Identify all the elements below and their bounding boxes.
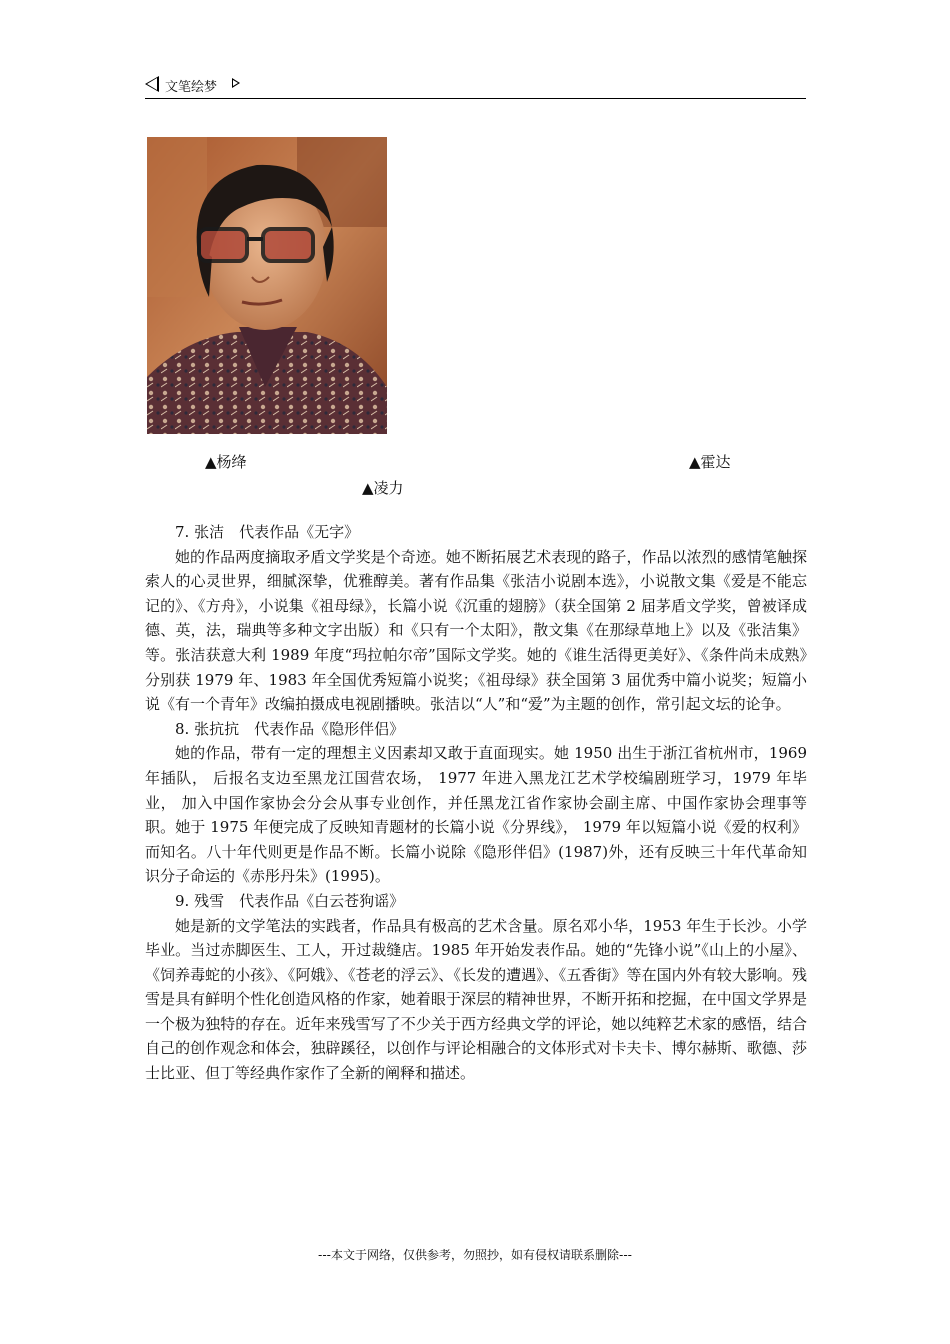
caption-yang-jiang: ▲杨绛	[205, 453, 247, 471]
section-body-zhang-kangkang: 她的作品，带有一定的理想主义因素却又敢于直面现实。她 1950 出生于浙江省杭州市，1969 年插队， 后报名支边至黑龙江国营农场， 1977 年进入黑龙江艺术学校编剧班学习，1979 年毕业， 加入中国作家协会分会从事专业创作，并任黑龙江省作家协会副主席、中国作家协会理事等职。她于 1975 年便完成了反映知青题材的长篇小说《分界线》， 1979 年以短篇小说《爱的权利》而知名。八十年代则更是作品不断。长篇小说除《隐形伴侣》(1987)外，还有反映三十年代革命知识分子命运的《赤彤丹朱》(1995)。	[145, 744, 807, 886]
caption-huo-da: ▲霍达	[689, 453, 731, 471]
page-footer: ---本文于网络，仅供参考，勿照抄，如有侵权请联系删除---	[318, 1248, 632, 1262]
page-header	[145, 74, 806, 99]
author-photo	[147, 137, 387, 434]
left-triangle-icon	[145, 76, 159, 92]
section-heading-zhang-jie: 7. 张洁 代表作品《无字》	[175, 523, 360, 541]
article-body	[145, 520, 807, 1086]
section-heading-can-xue: 9. 残雪 代表作品《白云苍狗谣》	[175, 891, 405, 910]
section-heading-zhang-kangkang: 8. 张抗抗 代表作品《隐形伴侣》	[175, 719, 405, 738]
section-body-can-xue: 她是新的文学笔法的实践者，作品具有极高的艺术含量。原名邓小华，1953 年生于长沙。小学毕业。当过赤脚医生、工人，开过裁缝店。1985 年开始发表作品。她的“先锋小说”《山上的小屋》、《饲养毒蛇的小孩》、《阿娥》、《苍老的浮云》、《长发的遭遇》、《五香街》等在国内外有较大影响。残雪是具有鲜明个性化创造风格的作家，她着眼于深层的精神世界，不断开拓和挖掘，在中国文学界是一个极为独特的存在。近年来残雪写了不少关于西方经典文学的评论，她以纯粹艺术家的感悟，结合自己的创作观念和体会，独辟蹊径，以创作与评论相融合的文体形式对卡夫卡、博尔赫斯、歌德、莎士比亚、但丁等经典作家作了全新的阐释和描述。	[145, 916, 807, 1083]
caption-ling-li: ▲凌力	[362, 479, 404, 497]
section-body-zhang-jie: 她的作品两度摘取矛盾文学奖是个奇迹。她不断拓展艺术表现的路子，作品以浓烈的感情笔触探索人的心灵世界，细腻深挚，优雅醇美。著有作品集《张洁小说剧本选》，小说散文集《爱是不能忘记的》、《方舟》，小说集《祖母绿》，长篇小说《沉重的翅膀》（获全国第 2 届茅盾文学奖，曾被译成德、英，法，瑞典等多种文字出版）和《只有一个太阳》，散文集《在那绿草地上》以及《张洁集》等。张洁获意大利 1989 年度“玛拉帕尔帝”国际文学奖。她的《谁生活得更美好》、《条件尚未成熟》分别获 1979 年、1983 年全国优秀短篇小说奖；《祖母绿》获全国第 3 届优秀中篇小说奖；短篇小说《有一个青年》改编拍摄成电视剧播映。张洁以“人”和“爱”为主题的创作，常引起文坛的论争。	[145, 547, 807, 714]
header-title: 文笔绘梦	[165, 80, 218, 95]
right-triangle-icon	[232, 78, 240, 88]
